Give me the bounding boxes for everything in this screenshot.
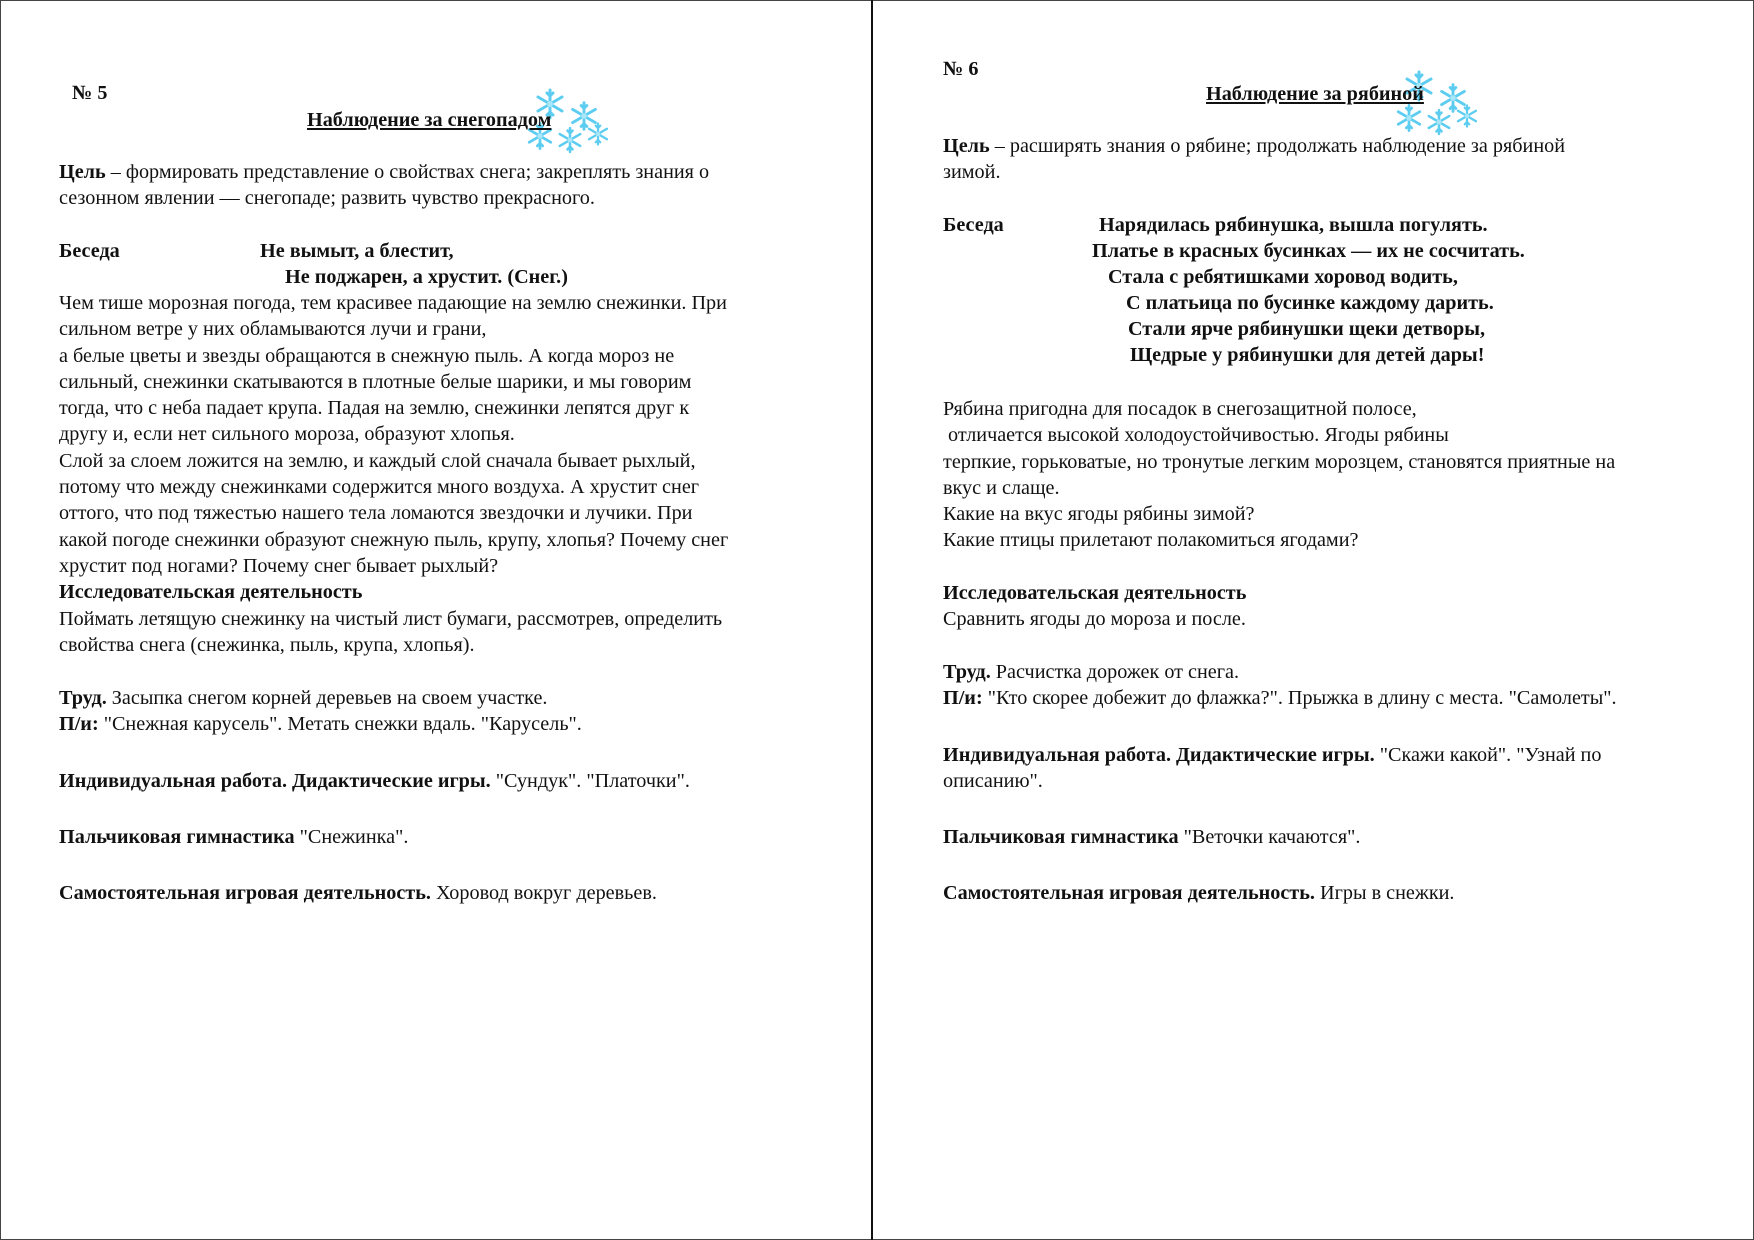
- research-label: Исследовательская деятельность: [59, 581, 363, 604]
- games-label: П/и:: [59, 713, 99, 736]
- poem-line: Стали ярче рябинушки щеки детворы,: [1128, 318, 1486, 340]
- text-line: тогда, что с неба падает крупа. Падая на землю, снежинки лепятся друг к: [59, 397, 690, 420]
- text-line: другу и, если нет сильного мороза, образуют хлопья.: [59, 423, 515, 446]
- games-label: П/и:: [943, 687, 983, 710]
- individual-label: Индивидуальная работа. Дидактические игры.: [943, 744, 1375, 766]
- observation-title: Наблюдение за рябиной: [1206, 83, 1424, 105]
- free-play-section: [943, 880, 1454, 906]
- finger-gym-label: Пальчиковая гимнастика: [943, 826, 1179, 848]
- page-left: [0, 0, 872, 1240]
- goal-section: [59, 159, 709, 212]
- text-line: оттого, что под тяжестью нашего тела ломаются звездочки и лучики. При: [59, 502, 693, 525]
- games-text: "Кто скорее добежит до флажка?". Прыжка в длину с места. "Самолеты".: [982, 687, 1617, 710]
- goal-label: Цель: [943, 135, 990, 157]
- text-line: сильный, снежинки скатываются в плотные белые шарики, и мы говорим: [59, 370, 692, 393]
- text-line: терпкие, горьковатые, но тронутые легким морозцем, становятся приятные на: [943, 450, 1616, 473]
- free-play-label: Самостоятельная игровая деятельность.: [943, 882, 1315, 904]
- poem-line: Нарядилась рябинушка, вышла погулять.: [1099, 214, 1488, 236]
- free-play-text: Хоровод вокруг деревьев.: [430, 882, 657, 904]
- finger-gym-text: "Снежинка".: [294, 826, 409, 848]
- research-label: Исследовательская деятельность: [943, 582, 1247, 604]
- poem-line: Платье в красных бусинках — их не сосчитать.: [1092, 240, 1525, 262]
- goal-text: – расширять знания о рябине; продолжать наблюдение за рябиной: [989, 135, 1566, 157]
- story-text: [943, 396, 1615, 554]
- free-play-section: [59, 880, 657, 906]
- free-play-text: Игры в снежки.: [1314, 882, 1455, 904]
- riddle-line: Не вымыт, а блестит,: [260, 240, 454, 262]
- text-line: какой погоде снежинки образуют снежную пыль, крупу, хлопья? Почему снег: [59, 528, 729, 551]
- research-text: Сравнить ягоды до мороза и после.: [943, 608, 1246, 631]
- text-line: Какие на вкус ягоды рябины зимой?: [943, 503, 1255, 526]
- labor-label: Труд.: [59, 687, 107, 709]
- text-line: потому что между снежинками содержится много воздуха. А хрустит снег: [59, 476, 700, 499]
- text-line: отличается высокой холодоустойчивостью. Ягоды рябины: [943, 424, 1449, 447]
- poem-line: Стала с ребятишками хоровод водить,: [1108, 266, 1458, 288]
- conversation-label: Беседа: [59, 240, 120, 262]
- observation-title: Наблюдение за снегопадом: [307, 109, 552, 131]
- text-line: сильном ветре у них обламываются лучи и грани,: [59, 318, 487, 341]
- individual-text: "Сундук". "Платочки".: [490, 770, 690, 792]
- conversation-label: Беседа: [943, 214, 1004, 236]
- labor-section: [59, 685, 582, 738]
- text-line: хрустит под ногами? Почему снег бывает рыхлый?: [59, 554, 499, 577]
- games-text: "Снежная карусель". Метать снежки вдаль. "Карусель".: [98, 713, 582, 736]
- labor-text: Расчистка дорожек от снега.: [990, 661, 1240, 683]
- text-line: Слой за слоем ложится на землю, и каждый слой сначала бывает рыхлый,: [59, 449, 696, 472]
- story-text: [59, 290, 728, 658]
- riddle-line: Не поджарен, а хрустит. (Снег.): [285, 266, 568, 288]
- poem-line: Щедрые у рябинушки для детей дары!: [1130, 344, 1485, 366]
- research-text: Поймать летящую снежинку на чистый лист бумаги, рассмотрев, определить: [59, 607, 723, 630]
- goal-section: [943, 133, 1565, 186]
- labor-section: [943, 659, 1617, 712]
- individual-text: "Скажи какой". "Узнай по: [1374, 744, 1602, 766]
- text-line: вкус и слаще.: [943, 476, 1060, 499]
- goal-text: – формировать представление о свойствах снега; закреплять знания о: [105, 161, 710, 183]
- research-section: [943, 580, 1246, 633]
- finger-gym-section: [59, 824, 408, 850]
- goal-text: зимой.: [943, 161, 1001, 184]
- free-play-label: Самостоятельная игровая деятельность.: [59, 882, 431, 904]
- individual-section: [59, 768, 690, 794]
- finger-gym-text: "Веточки качаются".: [1178, 826, 1361, 848]
- entry-number: № 6: [943, 58, 979, 80]
- text-line: а белые цветы и звезды обращаются в снежную пыль. А когда мороз не: [59, 344, 675, 367]
- labor-text: Засыпка снегом корней деревьев на своем участке.: [106, 687, 548, 709]
- goal-label: Цель: [59, 161, 106, 183]
- text-line: Какие птицы прилетают полакомиться ягодами?: [943, 529, 1359, 552]
- text-line: Рябина пригодна для посадок в снегозащитной полосе,: [943, 398, 1417, 420]
- poem-line: С платьица по бусинке каждому дарить.: [1126, 292, 1494, 314]
- individual-text: описанию".: [943, 770, 1043, 793]
- individual-section: [943, 742, 1601, 795]
- finger-gym-label: Пальчиковая гимнастика: [59, 826, 295, 848]
- page-right: [873, 0, 1754, 1240]
- entry-number: № 5: [72, 82, 108, 104]
- labor-label: Труд.: [943, 661, 991, 683]
- text-line: Чем тише морозная погода, тем красивее падающие на землю снежинки. При: [59, 292, 727, 314]
- finger-gym-section: [943, 824, 1360, 850]
- goal-text: сезонном явлении — снегопаде; развить чувство прекрасного.: [59, 187, 595, 210]
- individual-label: Индивидуальная работа. Дидактические игры.: [59, 770, 491, 792]
- research-text: свойства снега (снежинка, пыль, крупа, хлопья).: [59, 633, 475, 656]
